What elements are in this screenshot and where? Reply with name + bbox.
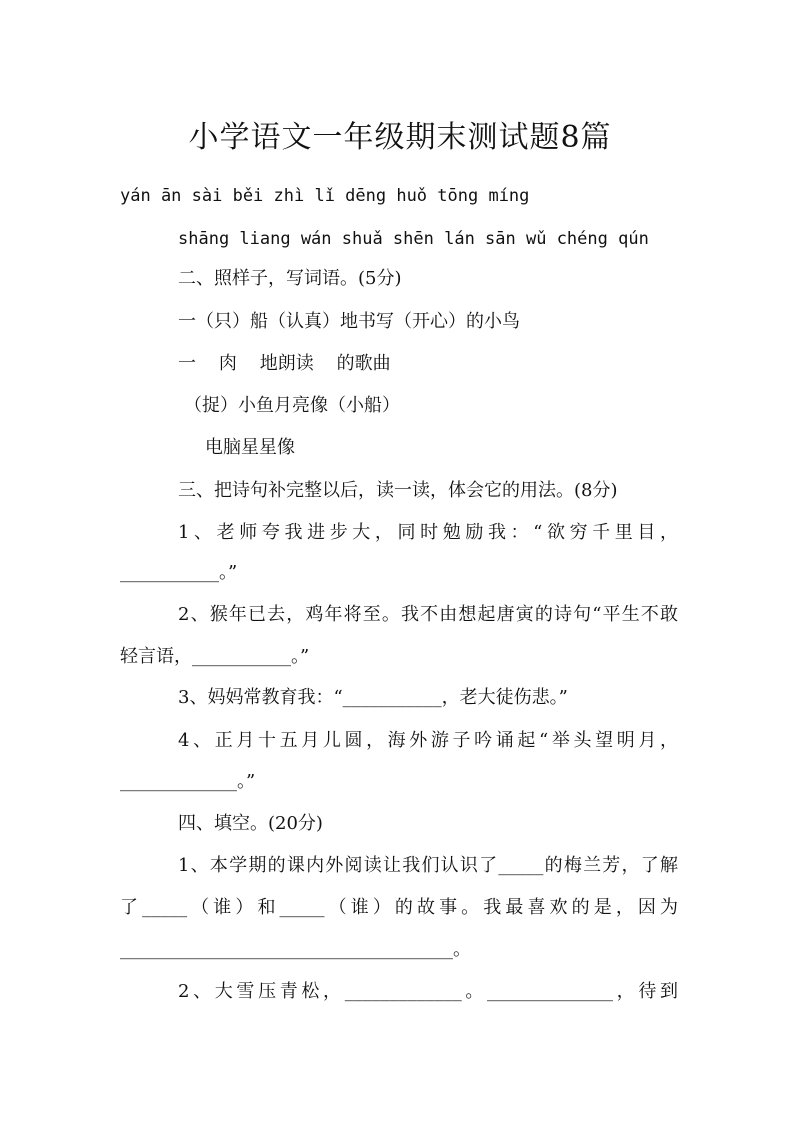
section-4-question-1-line-3: _____________________________________。 [120,939,471,960]
section-2-blank-line-1: 一 肉 地朗读 的歌曲 [178,353,391,374]
section-3-question-4-line-1: 4、正月十五月儿圆，海外游子吟诵起“举头望明月， [178,730,678,751]
pinyin-line-1: yán ān sài běi zhì lǐ dēng huǒ tōng míng [120,186,530,206]
section-2-blank-line-2: 电脑星星像 [205,437,295,458]
section-3-question-2-line-2: 轻言语，___________。” [120,646,310,667]
section-3-question-1-line-2: ___________。” [120,562,238,583]
pinyin-line-2: shāng liang wán shuǎ shēn lán sān wǔ chéng qún [178,229,649,249]
section-4-question-1-line-1: 1、本学期的课内外阅读让我们认识了_____的梅兰芳，了解 [178,855,678,876]
section-4-question-1-line-2: 了_____（谁）和_____（谁）的故事。我最喜欢的是，因为 [120,897,678,918]
document-title: 小学语文一年级期末测试题8篇 [188,120,612,155]
section-3-question-3: 3、妈妈常教育我：“___________，老大徒伤悲。” [178,687,568,708]
section-3-question-2-line-1: 2、猴年已去，鸡年将至。我不由想起唐寅的诗句“平生不敢 [178,604,678,625]
section-2-example-1: 一（只）船（认真）地书写（开心）的小鸟 [178,311,520,332]
section-3-question-4-line-2: _____________。” [120,771,256,792]
section-4-question-2-line-1: 2、大雪压青松，_____________。______________，待到 [178,981,678,1002]
section-4-heading: 四、填空。(20分) [178,813,323,834]
section-3-question-1-line-1: 1、老师夸我进步大，同时勉励我：“欲穷千里目， [178,522,678,543]
section-2-heading: 二、照样子，写词语。(5分) [178,268,402,289]
section-3-heading: 三、把诗句补完整以后，读一读，体会它的用法。(8分) [178,480,618,501]
section-2-example-2: （捉）小鱼月亮像（小船） [184,395,400,416]
